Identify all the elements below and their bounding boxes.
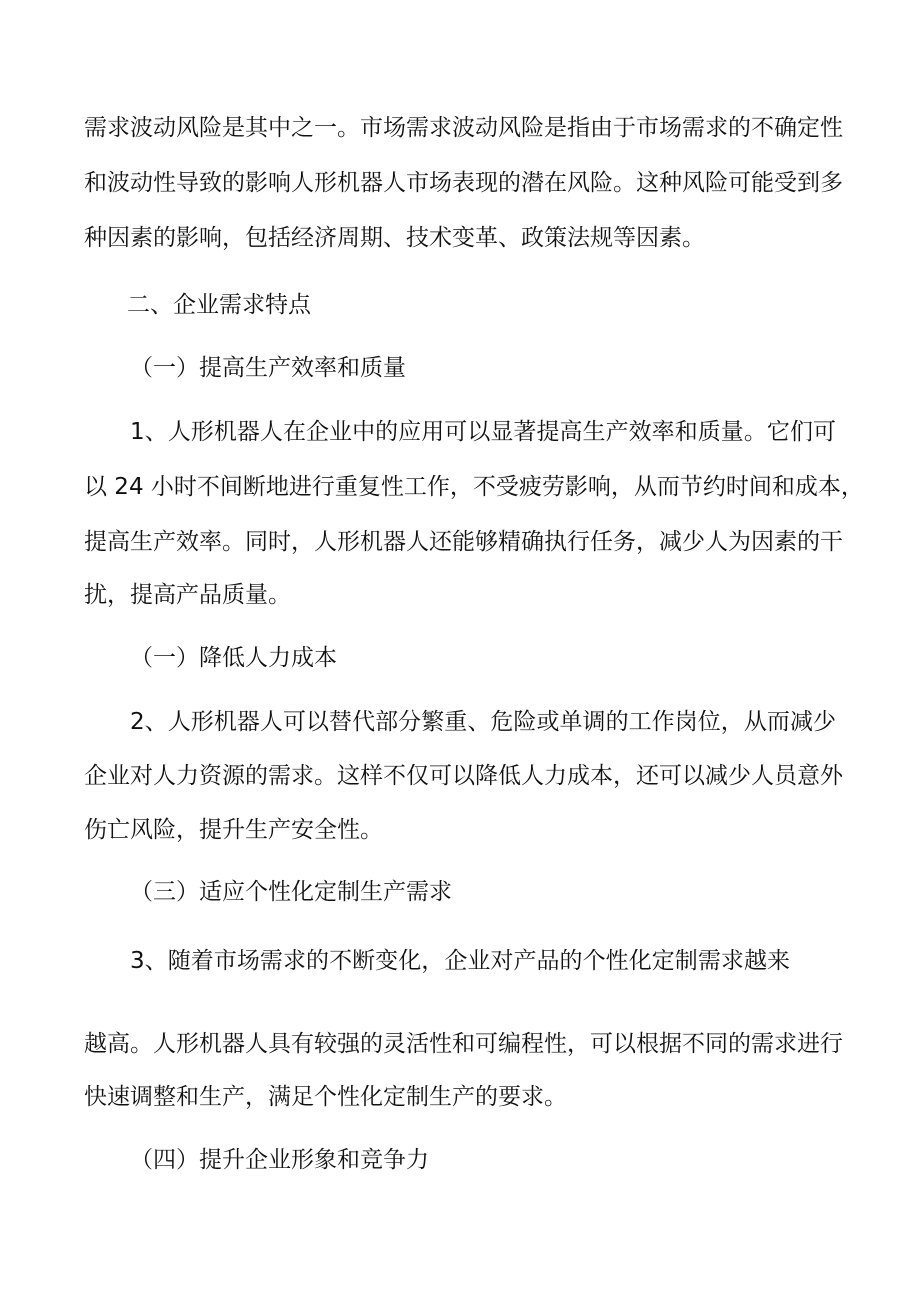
- section-heading: 二、企业需求特点: [127, 292, 311, 318]
- paragraph-line: 越高。人形机器人具有较强的灵活性和可编程性，可以根据不同的需求进行: [84, 1031, 843, 1057]
- paragraph-line: 1、人形机器人在企业中的应用可以显著提高生产效率和质量。它们可: [130, 419, 836, 445]
- paragraph-line: 需求波动风险是其中之一。市场需求波动风险是指由于市场需求的不确定性: [84, 115, 843, 141]
- paragraph-line: 和波动性导致的影响人形机器人市场表现的潜在风险。这种风险可能受到多: [84, 170, 843, 196]
- subsection-heading: （四）提升企业形象和竞争力: [130, 1147, 429, 1173]
- paragraph-line: 伤亡风险，提升生产安全性。: [84, 817, 383, 843]
- paragraph-line: 扰，提高产品质量。: [84, 582, 291, 608]
- paragraph-line: 种因素的影响，包括经济周期、技术变革、政策法规等因素。: [84, 225, 705, 251]
- subsection-heading: （三）适应个性化定制生产需求: [130, 879, 452, 905]
- paragraph-line: 以 24 小时不间断地进行重复性工作，不受疲劳影响，从而节约时间和成本，: [84, 474, 864, 500]
- subsection-heading: （一）降低人力成本: [130, 645, 337, 671]
- paragraph-line: 提高生产效率。同时，人形机器人还能够精确执行任务，减少人为因素的干: [84, 529, 843, 555]
- paragraph-line: 3、随着市场需求的不断变化，企业对产品的个性化定制需求越来: [130, 948, 790, 974]
- paragraph-line: 快速调整和生产，满足个性化定制生产的要求。: [84, 1084, 567, 1110]
- paragraph-line: 企业对人力资源的需求。这样不仅可以降低人力成本，还可以减少人员意外: [84, 763, 843, 789]
- subsection-heading: （一）提高生产效率和质量: [130, 355, 406, 381]
- paragraph-line: 2、人形机器人可以替代部分繁重、危险或单调的工作岗位，从而减少: [130, 709, 836, 735]
